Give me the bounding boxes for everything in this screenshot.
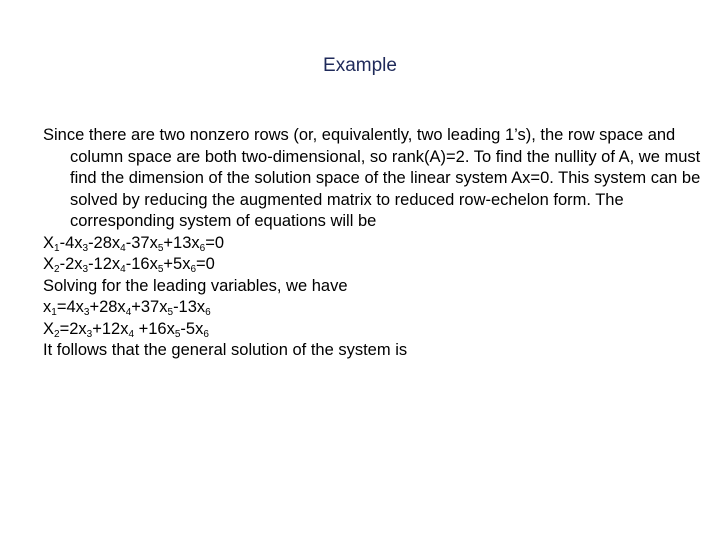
equation-2: $X_2-2x_3-12x_4-16x_5+5x_6=0$ xyxy=(43,255,215,275)
slide-title: Example xyxy=(323,55,397,76)
slide-content xyxy=(43,125,703,362)
solution-1: $x_1=4x_3+28x_4+37x_5-13x_6$ xyxy=(43,298,211,318)
solving-text: Solving for the leading variables, we have xyxy=(43,276,348,295)
solution-2: $X_2=2x_3+12x_4 +16x_5-5x_6$ xyxy=(43,319,209,340)
conclusion-text: It follows that the general solution of the system is xyxy=(43,341,408,359)
explanation-paragraph: Since there are two nonzero rows (or, equivalently, two leading 1’s), the row space and column space are both two-dimensional, so rank(A)=2. To find the nullity of A, we must find the dimension of the solution space of the linear system Ax=0. This system can be solved by reducing the augmented matrix to reduced row-echelon form. The corresponding system of equations will be xyxy=(43,126,701,230)
equation-1: $X_1-4x_3-28x_4-37x_5+13x_6=0$ xyxy=(43,233,225,254)
